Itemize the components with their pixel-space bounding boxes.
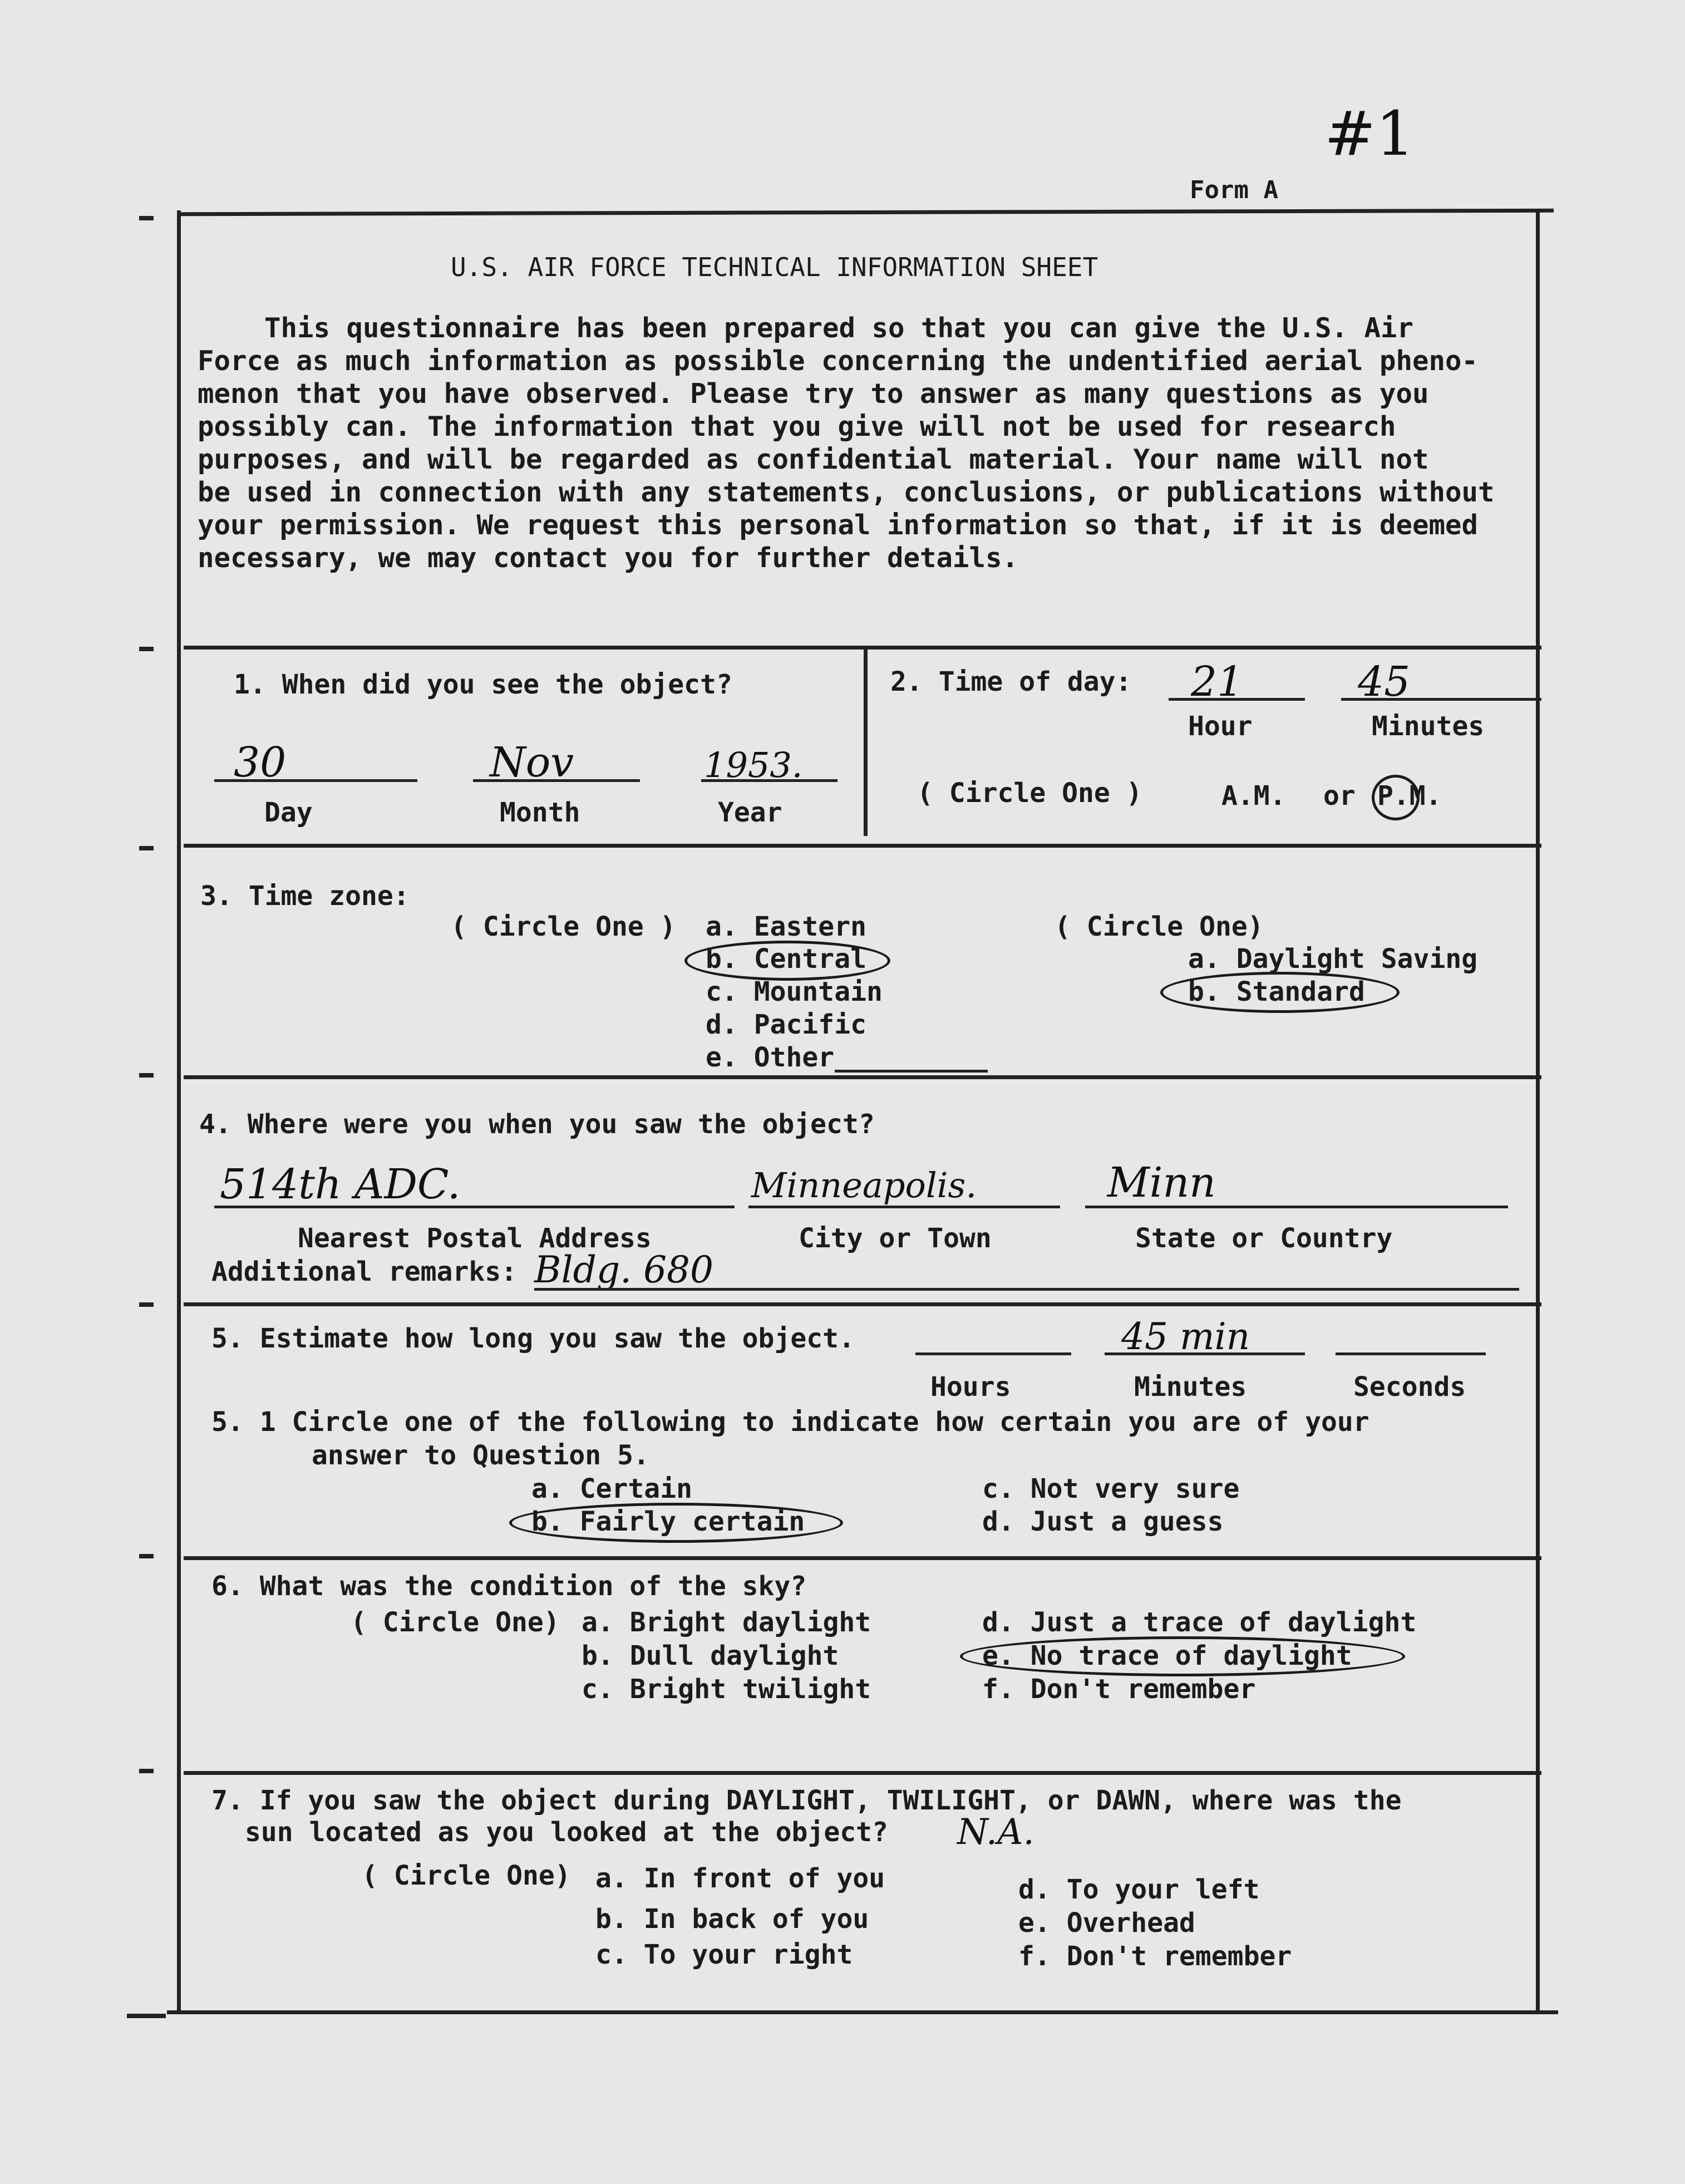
margin-mark [139, 647, 154, 651]
q3-circle-one-right: ( Circle One) [1055, 911, 1264, 942]
q5-option-just-a-guess: d. Just a guess [982, 1506, 1224, 1537]
q7-option-back: b. In back of you [595, 1903, 869, 1935]
q5-fairly-certain-circle [509, 1503, 843, 1543]
q2-minutes-label: Minutes [1372, 711, 1485, 742]
margin-mark [139, 1554, 154, 1558]
q5-option-certain: a. Certain [531, 1473, 692, 1504]
q3-option-pacific: d. Pacific [706, 1009, 866, 1040]
form-label: Form A [1190, 176, 1278, 204]
q3-option-central: b. Central [706, 943, 866, 975]
q7-circle-one: ( Circle One) [362, 1860, 571, 1891]
q6-question: 6. What was the condition of the sky? [211, 1571, 807, 1602]
intro-line: your permission. We request this personal information so that, if it is deemed [198, 509, 1479, 541]
margin-mark [139, 1769, 154, 1773]
intro-line: Force as much information as possible concerning the undentified aerial pheno- [198, 345, 1479, 377]
q7-question: 7. If you saw the object during DAYLIGHT, TWILIGHT, or DAWN, where was the [211, 1785, 1402, 1816]
q5-hours-line [915, 1352, 1071, 1355]
q5-question: 5. Estimate how long you saw the object. [211, 1323, 855, 1354]
q6-option-bright-daylight: a. Bright daylight [582, 1607, 871, 1638]
q1-day-line [214, 779, 417, 782]
q2-minutes-value: 45 [1358, 658, 1411, 706]
intro-line: This questionnaire has been prepared so that you can give the U.S. Air [264, 312, 1414, 344]
q1-day-value: 30 [234, 739, 287, 786]
q4-remarks-label: Additional remarks: [211, 1256, 518, 1287]
q4-question: 4. Where were you when you saw the object? [199, 1109, 875, 1140]
q4-address-line [214, 1206, 735, 1208]
q5-minutes-line [1105, 1352, 1305, 1355]
q3-circle-one-left: ( Circle One ) [451, 911, 676, 942]
q1-year-label: Year [718, 797, 782, 828]
q5-hours-label: Hours [930, 1371, 1011, 1403]
q1-question: 1. When did you see the object? [234, 669, 732, 700]
margin-mark [139, 1302, 154, 1307]
q4-remarks-line [534, 1288, 1519, 1291]
q3-option-mountain: c. Mountain [706, 976, 883, 1007]
q4-city-label: City or Town [799, 1223, 992, 1254]
divider-q5 [184, 1556, 1541, 1560]
q4-address-label: Nearest Postal Address [298, 1223, 652, 1254]
q5-option-not-very-sure: c. Not very sure [982, 1473, 1240, 1504]
divider-q3 [184, 1075, 1541, 1079]
frame-right [1536, 210, 1540, 2014]
q7-option-dont-remember: f. Don't remember [1018, 1941, 1292, 1972]
q1-year-value: 1953. [704, 745, 803, 785]
intro-line: menon that you have observed. Please try to answer as many questions as you [198, 378, 1429, 410]
q2-am-option: A.M. [1221, 780, 1286, 811]
q2-circle-one: ( Circle One ) [917, 778, 1142, 809]
q3-standard-circle [1160, 972, 1400, 1013]
q3-dst-option-daylight: a. Daylight Saving [1188, 943, 1478, 975]
q2-hour-value: 21 [1191, 658, 1244, 706]
q5-1-question: 5. 1 Circle one of the following to indicate how certain you are of your [211, 1406, 1369, 1438]
q5-minutes-label: Minutes [1134, 1371, 1247, 1403]
q1-month-value: Nov [490, 739, 574, 786]
q2-hour-line [1169, 698, 1305, 701]
q3-question: 3. Time zone: [200, 881, 410, 912]
q2-hour-label: Hour [1188, 711, 1253, 742]
q7-question-cont: sun located as you looked at the object? [245, 1817, 888, 1848]
q7-option-overhead: e. Overhead [1018, 1907, 1195, 1939]
intro-line: necessary, we may contact you for further details. [198, 542, 1019, 574]
q3-option-eastern: a. Eastern [706, 911, 866, 942]
q3-other-line [835, 1070, 988, 1073]
q4-city-value: Minneapolis. [751, 1165, 977, 1206]
q6-no-trace-circle [960, 1636, 1405, 1676]
q6-option-no-trace: e. No trace of daylight [982, 1640, 1352, 1671]
q2-minutes-line [1341, 698, 1541, 701]
q3-dst-option-standard: b. Standard [1188, 976, 1365, 1007]
form-title: U.S. AIR FORCE TECHNICAL INFORMATION SHEET [451, 252, 1098, 282]
q7-answer: N.A. [957, 1812, 1034, 1853]
q4-state-line [1085, 1206, 1508, 1208]
q5-seconds-line [1336, 1352, 1486, 1355]
margin-mark [127, 2014, 166, 2018]
q5-minutes-value: 45 min [1121, 1315, 1250, 1358]
frame-left [177, 210, 181, 2014]
q4-address-value: 514th ADC. [220, 1160, 461, 1208]
intro-line: possibly can. The information that you give will not be used for research [198, 411, 1396, 442]
margin-mark [139, 1073, 154, 1078]
divider-q2 [184, 844, 1541, 848]
q6-option-trace-daylight: d. Just a trace of daylight [982, 1607, 1417, 1638]
q5-seconds-label: Seconds [1353, 1371, 1466, 1403]
q5-option-fairly-certain: b. Fairly certain [531, 1506, 805, 1537]
divider-q6 [184, 1771, 1541, 1775]
margin-mark [139, 216, 154, 220]
q1-year-line [701, 779, 837, 782]
q2-question: 2. Time of day: [890, 666, 1132, 697]
intro-line: purposes, and will be regarded as confidential material. Your name will not [198, 444, 1429, 475]
q6-option-dull-daylight: b. Dull daylight [582, 1640, 839, 1671]
frame-bottom [167, 2010, 1558, 2014]
margin-mark [139, 846, 154, 850]
q5-1-question-cont: answer to Question 5. [312, 1440, 649, 1471]
q1-month-line [473, 779, 640, 782]
page-number: #1 [1324, 98, 1415, 169]
q4-remarks-value: Bldg. 680 [534, 1248, 714, 1291]
q2-or: or [1323, 780, 1356, 811]
q2-pm-option: P.M. [1377, 780, 1442, 811]
intro-line: be used in connection with any statements, conclusions, or publications without [198, 476, 1495, 508]
divider-q4 [184, 1302, 1541, 1306]
q6-option-bright-twilight: c. Bright twilight [582, 1674, 871, 1705]
q3-option-other: e. Other [706, 1042, 835, 1073]
q2-pm-circle [1372, 775, 1420, 820]
q6-circle-one: ( Circle One) [351, 1607, 560, 1638]
q4-state-value: Minn [1107, 1159, 1216, 1207]
q1-day-label: Day [264, 797, 313, 828]
divider-intro [184, 646, 1541, 650]
q4-state-label: State or Country [1135, 1223, 1393, 1254]
q6-option-dont-remember: f. Don't remember [982, 1674, 1256, 1705]
q1-month-label: Month [500, 797, 580, 828]
q7-option-right: c. To your right [595, 1939, 853, 1970]
frame-top [177, 209, 1554, 216]
divider-q1-q2 [864, 649, 868, 836]
q7-option-left: d. To your left [1018, 1874, 1260, 1905]
intro-paragraph [198, 312, 1528, 574]
q4-city-line [748, 1206, 1060, 1208]
q7-option-front: a. In front of you [595, 1863, 885, 1894]
